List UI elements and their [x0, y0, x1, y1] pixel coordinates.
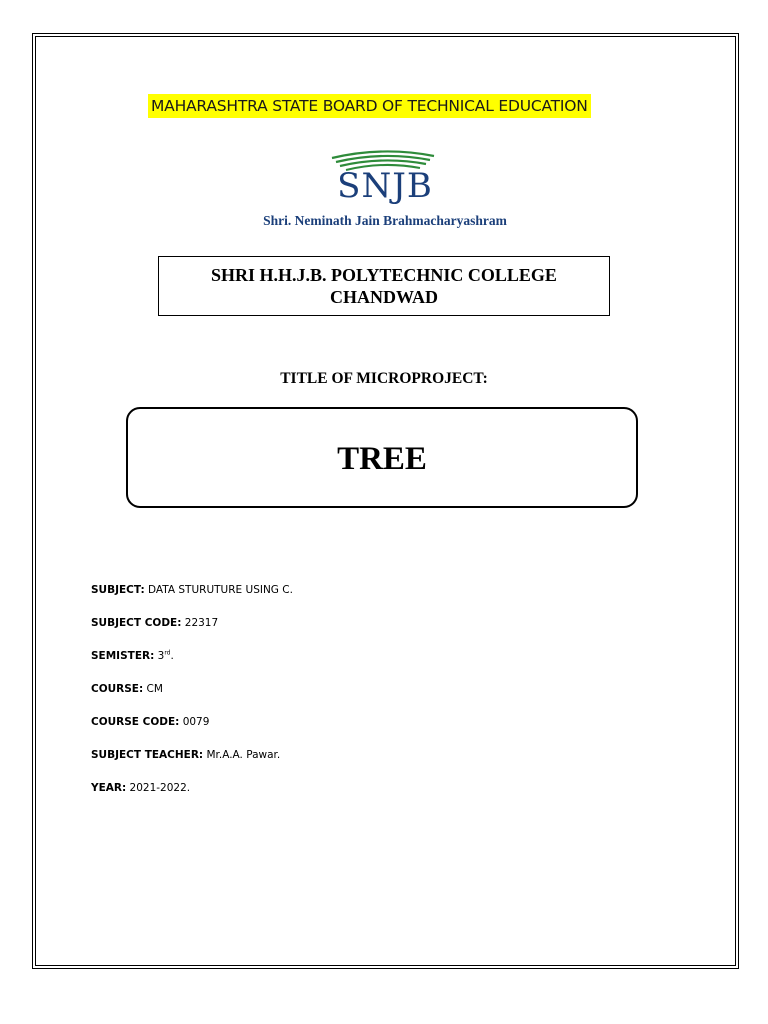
detail-row-semester — [91, 648, 591, 681]
logo-tagline: Shri. Neminath Jain Brahmacharyashram — [263, 213, 507, 228]
detail-label: SUBJECT: — [91, 584, 145, 596]
detail-label: SUBJECT CODE: — [91, 617, 182, 629]
detail-row-course-code — [91, 714, 591, 747]
college-name-line2: CHANDWAD — [330, 287, 438, 307]
microproject-label: TITLE OF MICROPROJECT: — [280, 370, 488, 387]
detail-value: Mr.A.A. Pawar. — [203, 749, 281, 761]
detail-label: SEMISTER: — [91, 650, 155, 662]
college-name-box — [158, 256, 610, 316]
detail-label: SUBJECT TEACHER: — [91, 749, 204, 761]
detail-value: 22317 — [181, 617, 219, 629]
detail-label: COURSE CODE: — [91, 716, 180, 728]
detail-row-year — [91, 780, 591, 813]
detail-row-subject-code — [91, 615, 591, 648]
detail-row-subject — [91, 582, 591, 615]
project-details — [91, 582, 591, 813]
detail-value: 3 — [154, 650, 165, 662]
snjb-logo — [240, 148, 530, 238]
microproject-title: TREE — [337, 441, 427, 477]
detail-value: 0079 — [179, 716, 210, 728]
college-name-line1: SHRI H.H.J.B. POLYTECHNIC COLLEGE — [211, 265, 557, 285]
board-title: MAHARASHTRA STATE BOARD OF TECHNICAL EDUCATION — [148, 94, 591, 118]
detail-label: COURSE: — [91, 683, 144, 695]
detail-label: YEAR: — [91, 782, 127, 794]
detail-row-subject-teacher — [91, 747, 591, 780]
detail-value: DATA STURUTURE USING C. — [144, 584, 293, 596]
detail-value: CM — [143, 683, 163, 695]
logo-wordmark: SNJB — [337, 166, 433, 206]
detail-value-suffix: . — [170, 650, 174, 662]
detail-value-superscript: rd — [164, 649, 171, 657]
detail-row-course — [91, 681, 591, 714]
microproject-title-box — [126, 407, 638, 508]
detail-value: 2021-2022. — [126, 782, 191, 794]
